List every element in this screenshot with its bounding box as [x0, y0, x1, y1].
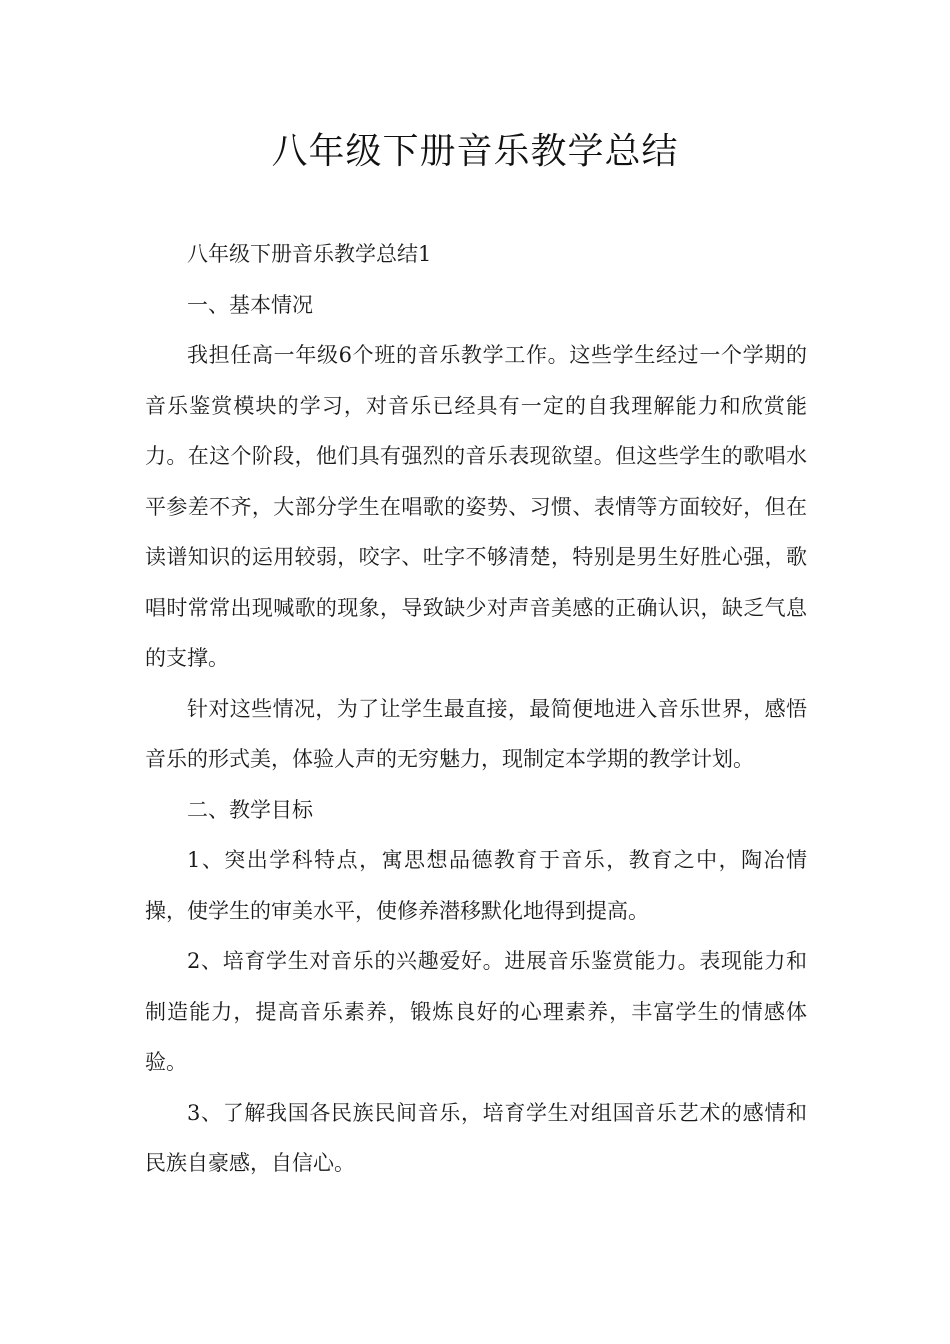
paragraph-basic-situation: 我担任高一年级6个班的音乐教学工作。这些学生经过一个学期的音乐鉴赏模块的学习，对音乐已经具有一定的自我理解能力和欣赏能力。在这个阶段，他们具有强烈的音乐表现欲望。但这些学生的歌唱水平参差不齐，大部分学生在唱歌的姿势、习惯、表情等方面较好，但在读谱知识的运用较弱，咬字、吐字不够清楚，特别是男生好胜心强，歌唱时常常出现喊歌的现象，导致缺少对声音美感的正确认识，缺乏气息的支撑。 [145, 343, 807, 670]
document-body [145, 229, 807, 1189]
goal-item-2: 2、培育学生对音乐的兴趣爱好。进展音乐鉴赏能力。表现能力和制造能力，提高音乐素养，锻炼良好的心理素养，丰富学生的情感体验。 [145, 949, 807, 1074]
document-title: 八年级下册音乐教学总结 [271, 131, 679, 172]
goal-item-1: 1、突出学科特点，寓思想品德教育于音乐，教育之中，陶冶情操，使学生的审美水平，使修养潜移默化地得到提高。 [145, 848, 807, 923]
section-heading-summary: 八年级下册音乐教学总结1 [187, 242, 432, 266]
section-heading-basic-situation: 一、基本情况 [187, 292, 313, 317]
goal-item-3: 3、了解我国各民族民间音乐，培育学生对组国音乐艺术的感情和民族自豪感，自信心。 [145, 1100, 807, 1175]
paragraph-plan: 针对这些情况，为了让学生最直接，最简便地进入音乐世界，感悟音乐的形式美，体验人声的无穷魅力，现制定本学期的教学计划。 [145, 696, 807, 771]
section-heading-teaching-goals: 二、教学目标 [187, 797, 313, 822]
